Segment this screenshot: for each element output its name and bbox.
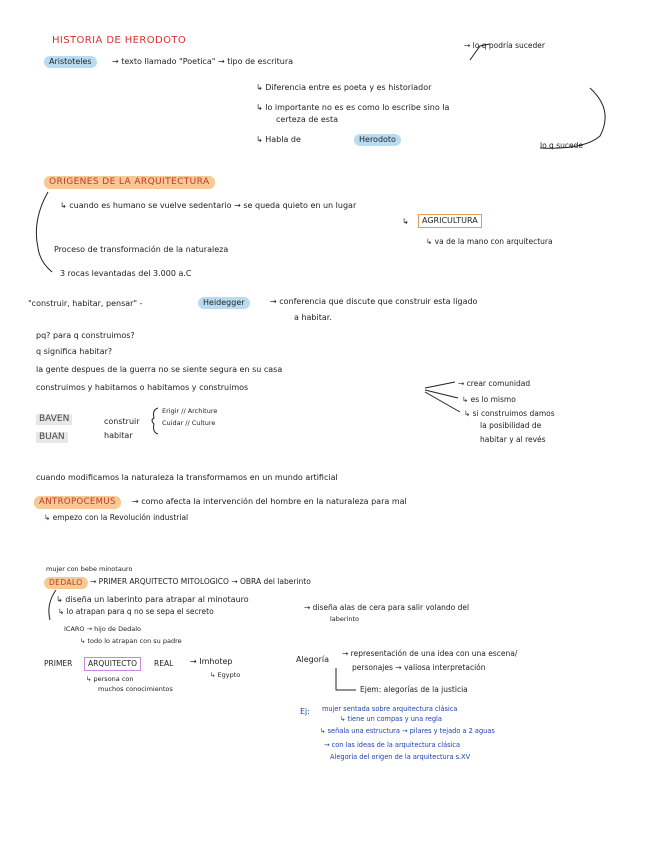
muchos-conocimientos: muchos conocimientos [98,685,173,693]
disena-laberinto: ↳ diseña un laberinto para atrapar al minotauro [56,595,249,604]
ej-line-5: Alegoría del origen de la arquitectura s.XV [330,753,471,761]
si-construimos-2: la posibilidad de [480,421,542,430]
icaro-line: ICARO → hijo de Dedalo [64,625,141,633]
crear-comunidad: → crear comunidad [458,379,531,388]
aristoteles-highlight: Aristoteles [44,56,97,68]
origenes-heading: ORIGENES DE LA ARQUITECTURA [44,176,215,189]
egypto: ↳ Egypto [210,671,241,679]
herodoto-highlight: Herodoto [354,134,401,146]
poetica-line: → texto llamado "Poetica" → tipo de escritura [112,57,294,66]
si-construimos-1: ↳ si construimos damos [464,409,555,418]
persona-con: ↳ persona con [86,675,134,683]
buan-label: BUAN [36,432,68,443]
representacion-line: → representación de una idea con una escena/ [342,649,518,658]
habitar-word: habitar [104,431,133,440]
personajes-line: personajes → valiosa interpretación [352,663,486,672]
erigir-note: Erigir // Architure [162,407,218,415]
ej-line-4: → con las ideas de la arquitectura clásica [324,741,461,749]
ej-line-2: ↳ tiene un compas y una regla [340,715,442,723]
proceso-line: Proceso de transformación de la naturaleza [54,245,229,254]
construir-word: construir [104,417,140,426]
revolucion-line: ↳ empezo con la Revolución industrial [44,513,189,522]
icaro-line-2: ↳ todo lo atrapan con su padre [80,637,182,645]
cuando-line: cuando modificamos la naturaleza la transformamos en un mundo artificial [36,473,338,482]
ej-line-3: ↳ señala una estructura → pilares y tejado a 2 aguas [320,727,495,735]
arquitecto-box: ARQUITECTO [84,657,141,671]
disena-alas-2: laberinto [330,615,360,623]
cuidar-note: Cuidar // Culture [162,419,216,427]
lo-que-sucede: lo q sucede [540,141,583,150]
page-title: HISTORIA DE HERODOTO [52,35,187,46]
certeza-line: certeza de esta [276,115,338,124]
antropocemus-label: ANTROPOCEMUS [34,496,121,509]
dedalo-label: DEDALO [44,577,88,589]
va-de-la-mano: ↳ va de la mano con arquitectura [426,237,553,246]
antropocemus-line: → como afecta la intervención del hombre en la naturaleza para mal [132,497,407,506]
diferencia-line: ↳ Diferencia entre es poeta y es historiador [256,83,432,92]
primer-arquitecto-mitologico: → PRIMER ARQUITECTO MITOLOGICO → OBRA del laberinto [90,577,311,586]
rocas-line: 3 rocas levantadas del 3.000 a.C [60,269,192,278]
importante-line: ↳ lo importante no es es como lo escribe sino la [256,103,450,112]
heidegger-highlight: Heidegger [198,297,250,309]
agricultura-arrow: ↳ [402,217,409,226]
imhotep: → Imhotep [190,657,233,666]
agricultura-box: AGRICULTURA [418,214,482,228]
ej-label: Ej: [300,707,310,716]
construimos-line: construimos y habitamos o habitamos y construimos [36,383,249,392]
es-lo-mismo: ↳ es lo mismo [462,395,516,404]
si-construimos-3: habitar y al revés [480,435,546,444]
baven-label: BAVEN [36,414,72,425]
pregunta-1: pq? para q construimos? [36,331,135,340]
ej-line-1: mujer sentada sobre arquitectura clásica [322,705,458,713]
guerra-line: la gente despues de la guerra no se siente segura en su casa [36,365,283,374]
conferencia-line: → conferencia que discute que construir esta ligado [270,297,478,306]
habla-de-line: ↳ Habla de [256,135,301,144]
conferencia-line-2: a habitar. [294,313,332,322]
mujer-bebe: mujer con bebe minotauro [46,565,133,573]
atrapan-line: ↳ lo atrapan para q no se sepa el secreto [58,607,214,616]
pregunta-2: q significa habitar? [36,347,113,356]
alegoria-label: Alegoría [296,655,330,664]
primer-prefix: PRIMER [44,659,73,668]
sedentario-line: ↳ cuando es humano se vuelve sedentario → se queda quieto en un lugar [60,201,357,210]
ejem-alegorias: Ejem: alegorías de la justicia [360,685,468,694]
heidegger-quote: "construir, habitar, pensar" - [28,299,143,308]
disena-alas: → diseña alas de cera para salir volando del [304,603,470,612]
real-suffix: REAL [154,659,174,668]
lo-que-podria-suceder: → lo q podría suceder [464,41,545,50]
